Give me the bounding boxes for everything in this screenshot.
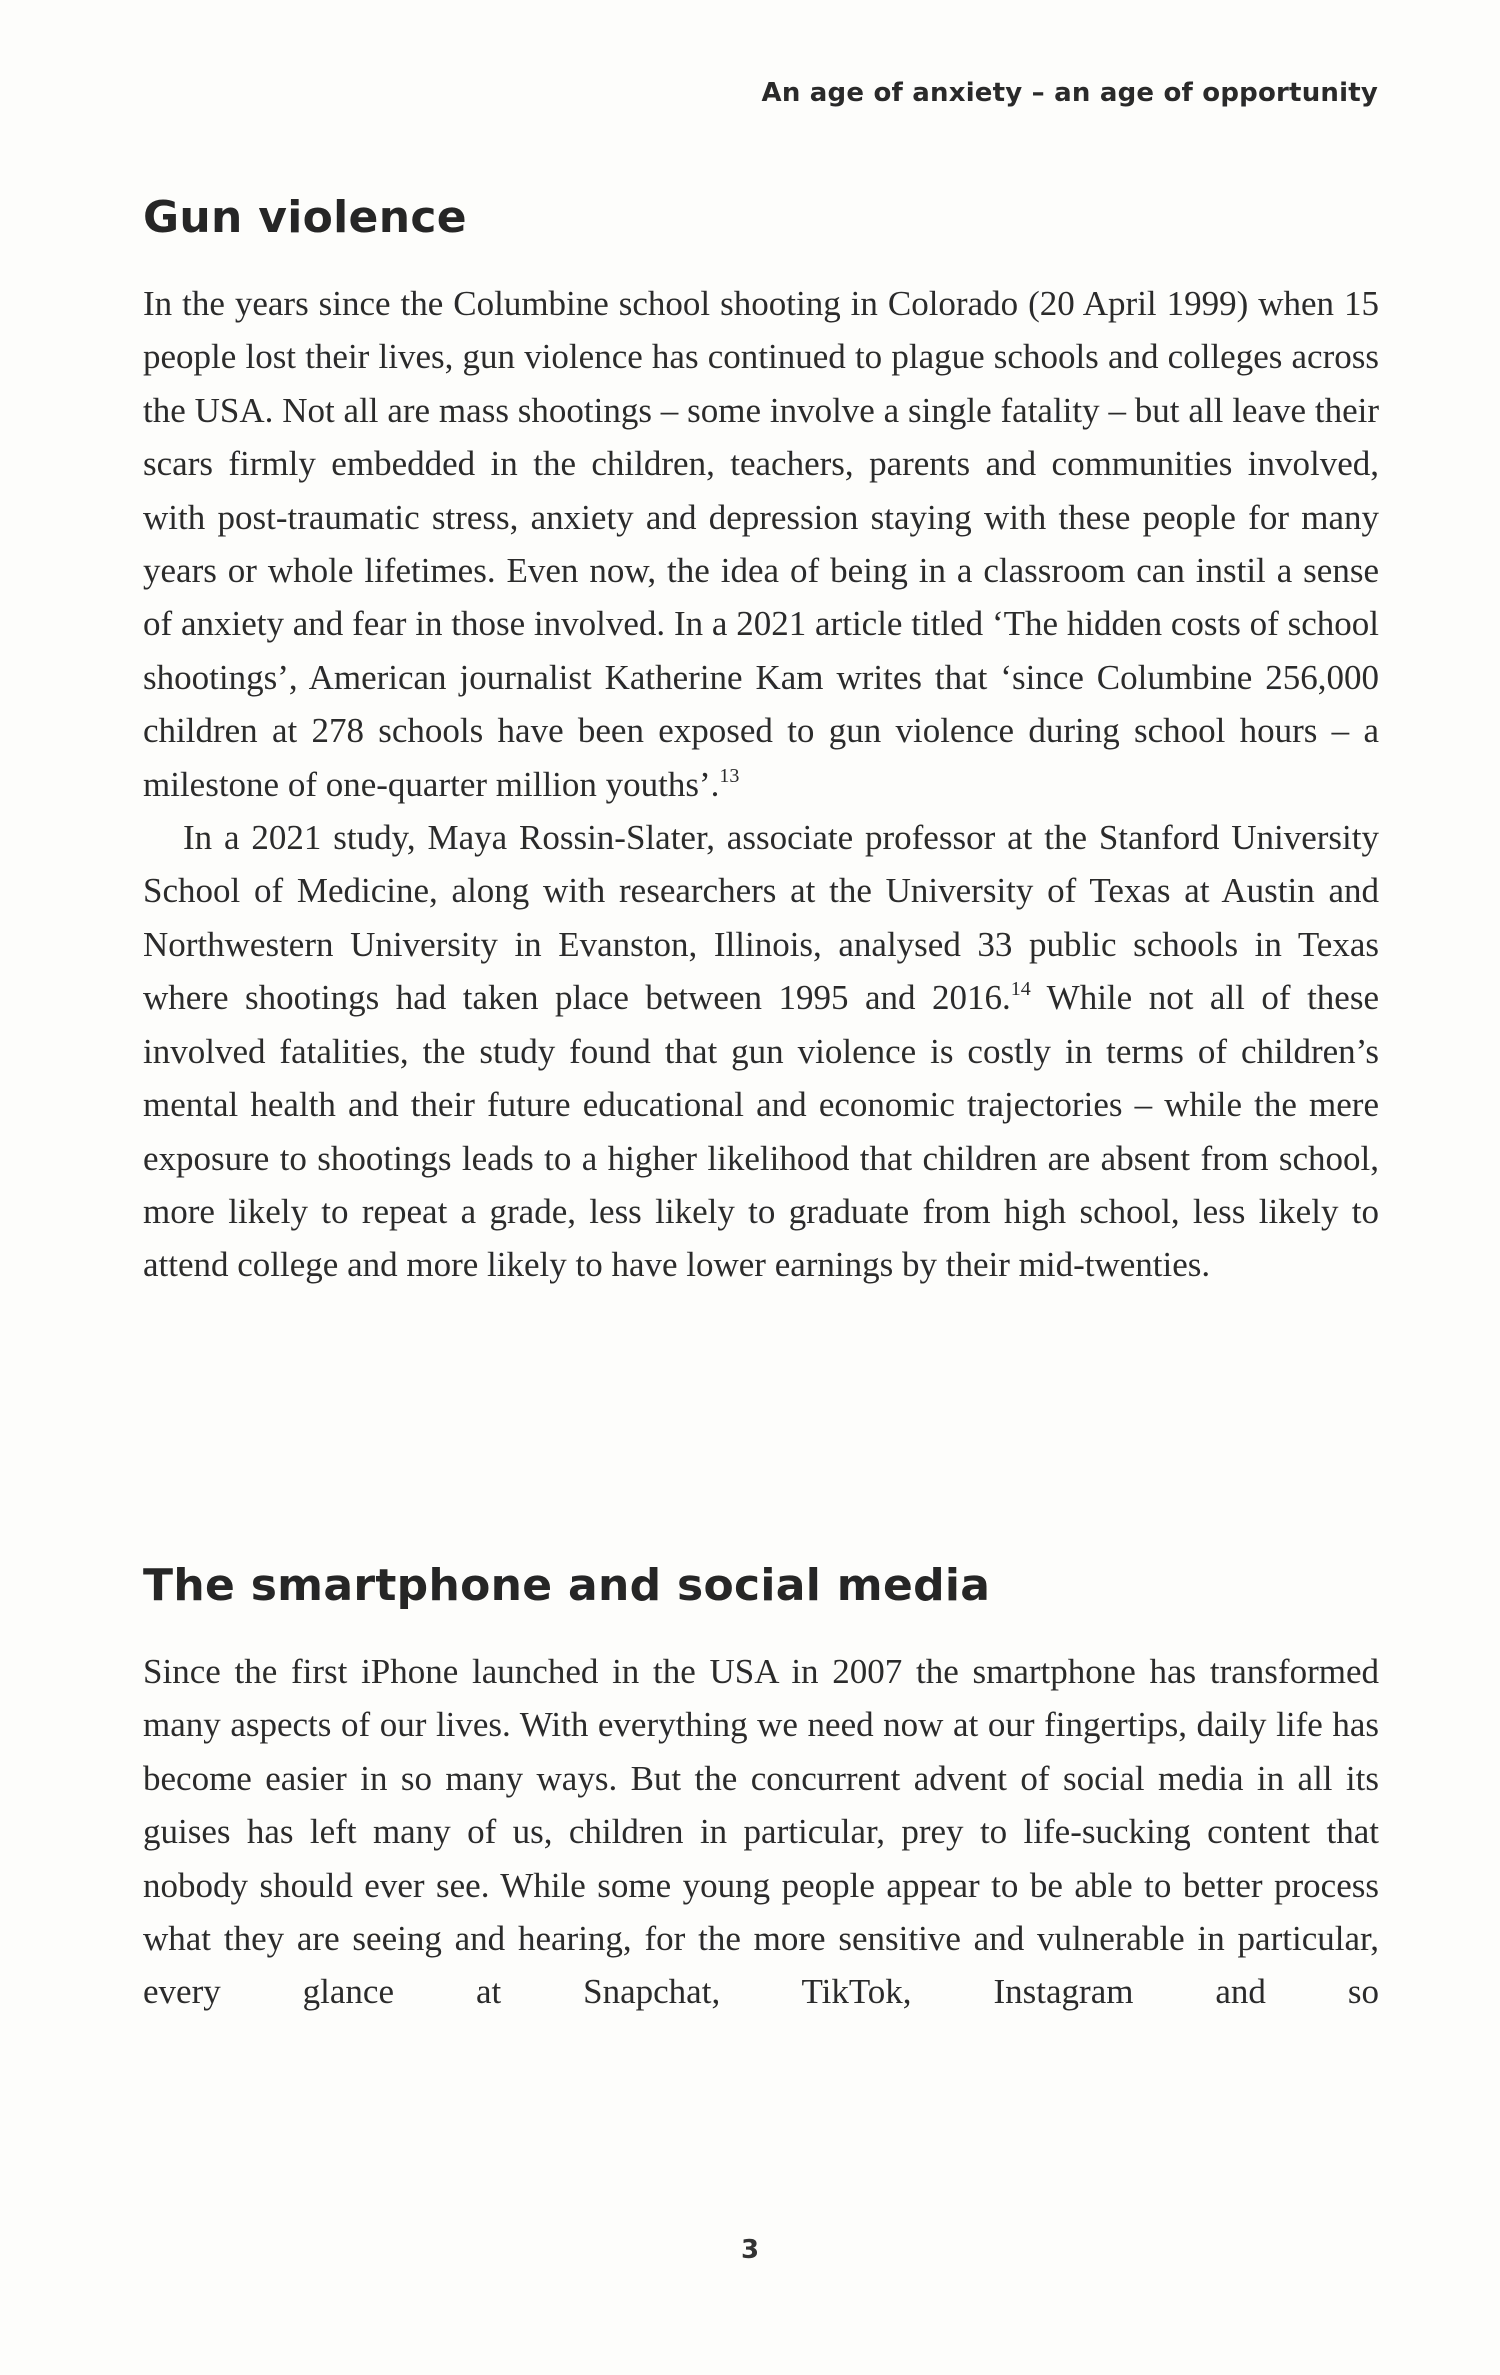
footnote-ref: 13 [719,764,740,787]
paragraph-text: While not all of these involved fatalities, the study found that gun violence is costly in terms of children’s mental health and their future educational and economic trajectories – while the mere exposure to shootings leads to a higher likelihood that children are absent from school, more likely to repeat a grade, less likely to graduate from high school, less likely to attend college and more likely to have lower earnings by their mid-twenties. [143,978,1379,1285]
section-body-gun-violence [143,277,1379,1292]
paragraph [143,1645,1379,2019]
footnote-ref: 14 [1010,978,1031,1001]
paragraph-text: In the years since the Columbine school shooting in Colorado (20 April 1999) when 15 people lost their lives, gun violence has continued to plague schools and colleges across the USA. Not all are mass shootings – some involve a single fatality – but all leave their scars firmly embedded in the children, teachers, parents and communities involved, with post-traumatic stress, anxiety and depression staying with these people for many years or whole lifetimes. Even now, the idea of being in a classroom can instil a sense of anxiety and fear in those involved. In a 2021 article titled ‘The hidden costs of school shootings’, American journalist Katherine Kam writes that ‘since Columbine 256,000 children at 278 schools have been exposed to gun violence during school hours – a milestone of one-quarter million youths’. [143,284,1379,804]
paragraph [143,811,1379,1292]
paragraph-text: Since the first iPhone launched in the USA in 2007 the smartphone has transformed many aspects of our lives. With everything we need now at our fingertips, daily life has become easier in so many ways. But the concurrent advent of social media in all its guises has left many of us, children in particular, prey to life-sucking content that nobody should ever see. While some young people appear to be able to better process what they are seeing and hearing, for the more sensitive and vulnerable in particular, every glance at Snapchat, TikTok, Instagram and so [143,1652,1379,2012]
page-number: 3 [740,2235,760,2265]
section-heading-gun-violence: Gun violence [143,192,467,243]
section-heading-smartphone: The smartphone and social media [143,1560,991,1611]
section-body-smartphone [143,1645,1379,2019]
running-head: An age of anxiety – an age of opportunity [761,78,1378,108]
paragraph-text: In a 2021 study, Maya Rossin-Slater, associate professor at the Stanford University School of Medicine, along with researchers at the University of Texas at Austin and Northwestern University in Evanston, Illinois, analysed 33 public schools in Texas where shootings had taken place between 1995 and 2016. [143,818,1379,1018]
paragraph [143,277,1379,811]
